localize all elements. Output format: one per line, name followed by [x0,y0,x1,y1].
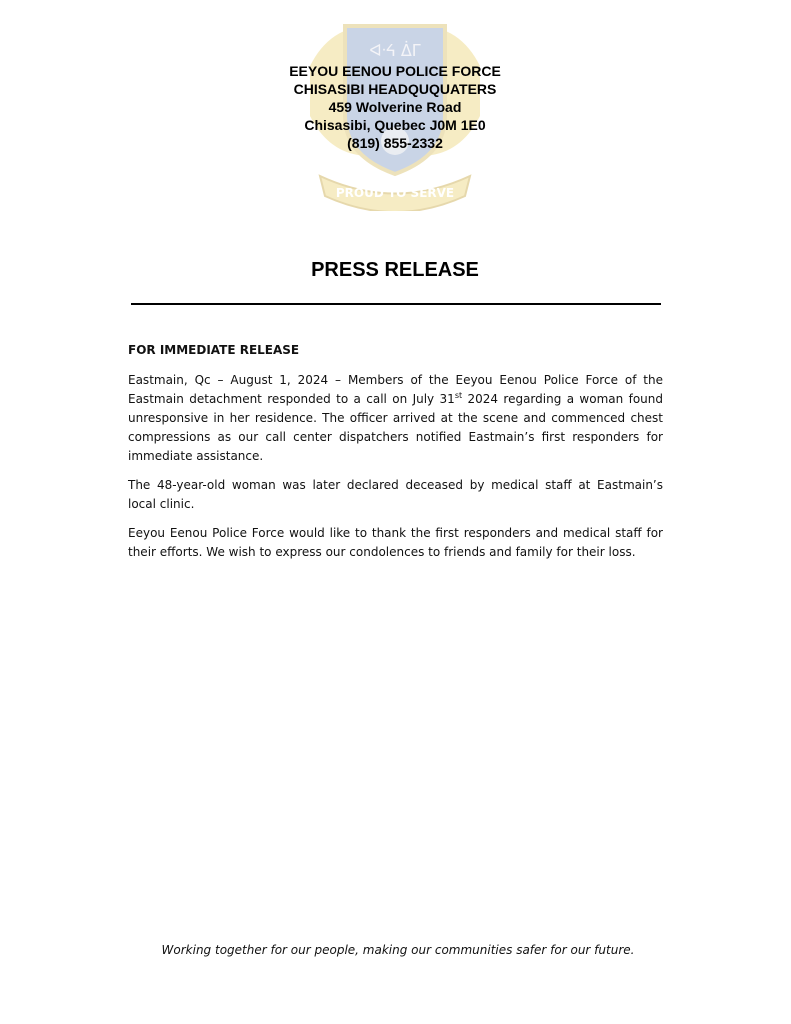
crest-banner [320,176,470,211]
org-name: EEYOU EENOU POLICE FORCE [289,63,501,79]
title-divider [131,303,661,305]
paragraph-incident-end: 2024 regarding a woman found unresponsive in her residence. The officer arrived at the scene and commenced chest compressions as our call center dispatchers notified Eastmain’s first responders for immediate assistance. [128,392,663,463]
phone-number: (819) 855-2332 [347,135,443,151]
paragraph-thanks: Eeyou Eenou Police Force would like to thank the first responders and medical staff for their efforts. We wish to express our condolences to friends and family for their loss. [128,526,663,559]
city-address: Chisasibi, Quebec J0M 1E0 [304,117,486,133]
footer-tagline: Working together for our people, making our communities safer for our future. [161,943,635,957]
letterhead [195,62,595,152]
document-title: PRESS RELEASE [311,259,479,281]
document-body [128,341,663,572]
ordinal-suffix: st [454,391,463,400]
crest-banner-text: PROUD TO SERVE [335,186,455,200]
paragraph-incident [128,371,663,466]
release-label: FOR IMMEDIATE RELEASE [128,343,300,357]
paragraph-incident-start: Eastmain, Qc – August 1, 2024 – Members of the Eeyou Eenou Police Force of the Eastmain detachment responded to a call on July 31 [128,373,663,406]
crest-syllabics: ᐊᐧᔦ ᐄᒥ [369,41,421,60]
street-address: 459 Wolverine Road [328,99,462,115]
headquarters-name: CHISASIBI HEADQUQUATERS [293,81,497,97]
paragraph-outcome: The 48-year-old woman was later declared deceased by medical staff at Eastmain’s local clinic. [128,478,663,511]
